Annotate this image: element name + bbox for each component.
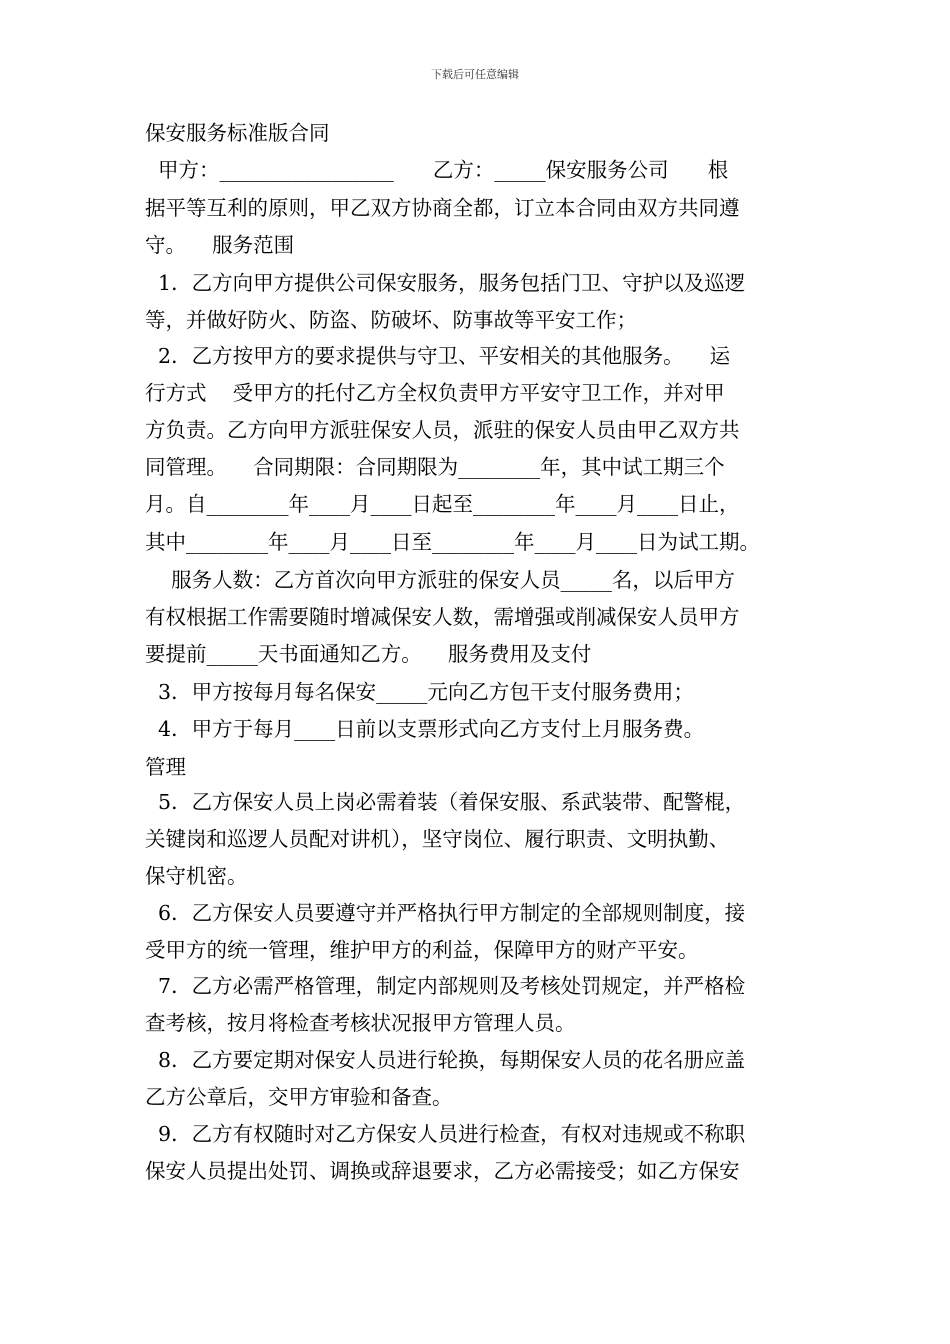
document-title: 保安服务标准版合同: [145, 121, 330, 145]
text-line: 受甲方的统一管理，维护甲方的利益，保障甲方的财产平安。: [145, 938, 699, 962]
text-line: 7．乙方必需严格管理，制定内部规则及考核处罚规定，并严格检: [145, 974, 746, 998]
text-line: 保守机密。: [145, 864, 248, 888]
text-line: 查考核，按月将检查考核状况报甲方管理人员。: [145, 1011, 576, 1035]
text-line: 乙方公章后，交甲方审验和备查。: [145, 1085, 453, 1109]
text-line: 据平等互利的原则，甲乙双方协商全都，订立本合同由双方共同遵: [145, 196, 740, 220]
text-line: 3．甲方按每月每名保安_____元向乙方包干支付服务费用；: [145, 680, 694, 704]
text-line: 1．乙方向甲方提供公司保安服务，服务包括门卫、守护以及巡逻: [145, 271, 746, 295]
text-line: 关键岗和巡逻人员配对讲机），坚守岗位、履行职责、文明执勤、: [145, 827, 730, 851]
text-line: 5．乙方保安人员上岗必需着装（着保安服、系武装带、配警棍，: [145, 790, 746, 814]
text-line: 月。自________年____月____日起至________年____月____日止，: [145, 492, 740, 516]
text-line: 其中________年____月____日至________年____月____日为试工期。: [145, 530, 760, 554]
text-line: 甲方：_________________ 乙方：_____保安服务公司 根: [145, 158, 729, 182]
text-line: 9．乙方有权随时对乙方保安人员进行检查，有权对违规或不称职: [145, 1122, 746, 1146]
text-line: 等，并做好防火、防盗、防破坏、防事故等平安工作；: [145, 308, 637, 332]
page-header-note: 下载后可任意编辑: [431, 68, 519, 81]
text-line: 2．乙方按甲方的要求提供与守卫、平安相关的其他服务。 运: [145, 344, 731, 368]
text-line: 保安人员提出处罚、调换或辞退要求，乙方必需接受；如乙方保安: [145, 1159, 740, 1183]
text-line: 要提前_____天书面通知乙方。 服务费用及支付: [145, 642, 592, 666]
text-line: 同管理。 合同期限：合同期限为________年，其中试工期三个: [145, 455, 725, 479]
text-line: 6．乙方保安人员要遵守并严格执行甲方制定的全部规则制度，接: [145, 901, 746, 925]
text-line: 4．甲方于每月____日前以支票形式向乙方支付上月服务费。: [145, 717, 705, 741]
text-line: 守。 服务范围: [145, 233, 295, 257]
text-line: 8．乙方要定期对保安人员进行轮换，每期保安人员的花名册应盖: [145, 1048, 746, 1072]
text-line: 行方式 受甲方的托付乙方全权负责甲方平安守卫工作，并对甲: [145, 381, 725, 405]
text-line: 有权根据工作需要随时增减保安人数，需增强或削减保安人员甲方: [145, 605, 740, 629]
text-line: 方负责。乙方向甲方派驻保安人员，派驻的保安人员由甲乙双方共: [145, 418, 740, 442]
text-line: 管理: [145, 755, 186, 779]
text-line: 服务人数：乙方首次向甲方派驻的保安人员_____名，以后甲方: [145, 568, 735, 592]
